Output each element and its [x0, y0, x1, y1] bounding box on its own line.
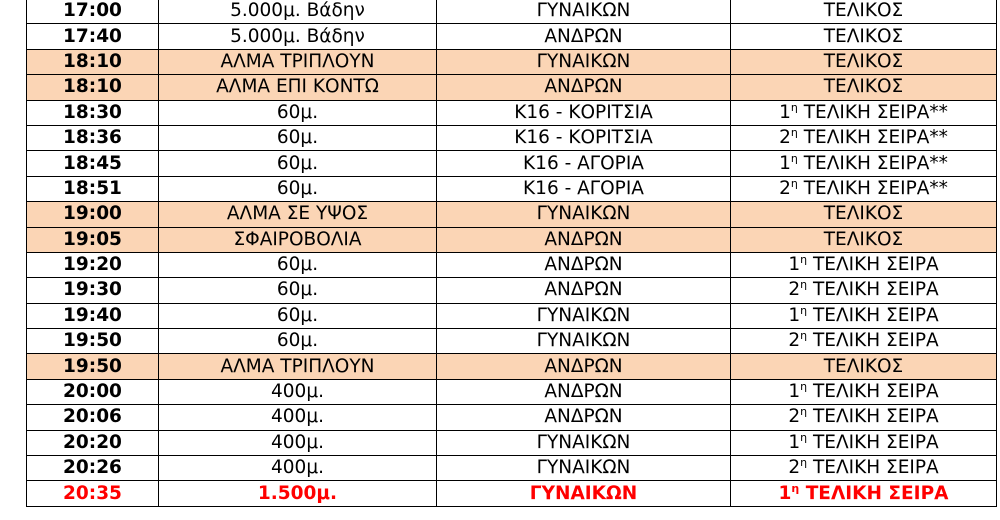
ordinal-suffix: η — [800, 430, 808, 444]
event-cell: 60μ. — [159, 176, 437, 201]
schedule-row — [27, 176, 997, 201]
phase-label: ΤΕΛΙΚΗ ΣΕΙΡΑ** — [797, 177, 948, 199]
event-cell: 400μ. — [159, 379, 437, 404]
time-cell: 18:51 — [27, 176, 159, 201]
category-cell: ΓΥΝΑΙΚΩΝ — [437, 303, 731, 328]
phase-cell — [731, 100, 997, 125]
schedule-row — [27, 252, 997, 277]
time-cell: 20:20 — [27, 430, 159, 455]
time-cell: 19:40 — [27, 303, 159, 328]
schedule-row — [27, 379, 997, 404]
heat-number: 2 — [779, 177, 791, 199]
event-cell: 60μ. — [159, 125, 437, 150]
phase-cell — [731, 456, 997, 481]
phase-label: ΤΕΛΙΚΟΣ — [823, 50, 904, 72]
ordinal-suffix: η — [800, 252, 808, 266]
schedule-row — [27, 125, 997, 150]
phase-cell — [731, 405, 997, 430]
phase-label: ΤΕΛΙΚΗ ΣΕΙΡΑ** — [797, 152, 948, 174]
time-cell: 20:35 — [27, 481, 159, 506]
event-cell: ΑΛΜΑ ΤΡΙΠΛΟΥΝ — [159, 49, 437, 74]
time-cell: 19:30 — [27, 278, 159, 303]
time-cell: 18:10 — [27, 49, 159, 74]
schedule-row — [27, 0, 997, 24]
event-cell: 400μ. — [159, 405, 437, 430]
ordinal-suffix: η — [790, 125, 798, 139]
phase-label: ΤΕΛΙΚΟΣ — [823, 203, 904, 225]
phase-label: ΤΕΛΙΚΗ ΣΕΙΡΑ — [807, 330, 939, 352]
event-cell: 60μ. — [159, 329, 437, 354]
event-cell: 5.000μ. Βάδην — [159, 0, 437, 24]
category-cell: ΓΥΝΑΙΚΩΝ — [437, 329, 731, 354]
event-cell: ΣΦΑΙΡΟΒΟΛΙΑ — [159, 227, 437, 252]
schedule-table — [26, 0, 997, 507]
phase-cell — [731, 75, 997, 100]
phase-label: ΤΕΛΙΚΟΣ — [823, 355, 904, 377]
time-cell: 18:10 — [27, 75, 159, 100]
phase-label: ΤΕΛΙΚΗ ΣΕΙΡΑ** — [797, 127, 948, 149]
event-cell: 60μ. — [159, 151, 437, 176]
time-cell: 20:00 — [27, 379, 159, 404]
category-cell: ΑΝΔΡΩΝ — [437, 227, 731, 252]
phase-label: ΤΕΛΙΚΗ ΣΕΙΡΑ — [807, 381, 939, 403]
event-cell: 60μ. — [159, 303, 437, 328]
phase-cell — [731, 481, 997, 506]
time-cell: 19:20 — [27, 252, 159, 277]
phase-cell — [731, 49, 997, 74]
category-cell: Κ16 - ΑΓΟΡΙΑ — [437, 176, 731, 201]
time-cell: 17:40 — [27, 24, 159, 49]
ordinal-suffix: η — [800, 329, 808, 343]
time-cell: 18:45 — [27, 151, 159, 176]
phase-cell — [731, 202, 997, 227]
phase-label: ΤΕΛΙΚΟΣ — [823, 228, 904, 250]
phase-cell — [731, 125, 997, 150]
event-cell: 5.000μ. Βάδην — [159, 24, 437, 49]
schedule-row — [27, 151, 997, 176]
event-cell: 60μ. — [159, 278, 437, 303]
heat-number: 2 — [788, 406, 801, 428]
phase-label: ΤΕΛΙΚΗ ΣΕΙΡΑ — [807, 431, 939, 453]
phase-label: ΤΕΛΙΚΗ ΣΕΙΡΑ — [807, 457, 939, 479]
heat-number: 1 — [788, 381, 801, 403]
time-cell: 18:36 — [27, 125, 159, 150]
phase-cell — [731, 176, 997, 201]
time-cell: 17:00 — [27, 0, 159, 24]
time-cell: 19:05 — [27, 227, 159, 252]
schedule-row — [27, 329, 997, 354]
phase-cell — [731, 379, 997, 404]
category-cell: ΑΝΔΡΩΝ — [437, 405, 731, 430]
category-cell: ΓΥΝΑΙΚΩΝ — [437, 0, 731, 24]
phase-cell — [731, 151, 997, 176]
event-cell: 400μ. — [159, 456, 437, 481]
time-cell: 19:00 — [27, 202, 159, 227]
phase-label: ΤΕΛΙΚΗ ΣΕΙΡΑ — [807, 279, 939, 301]
phase-label: ΤΕΛΙΚΗ ΣΕΙΡΑ** — [797, 101, 948, 123]
event-cell: 60μ. — [159, 252, 437, 277]
schedule-row — [27, 456, 997, 481]
phase-cell — [731, 24, 997, 49]
schedule-row — [27, 202, 997, 227]
heat-number: 1 — [779, 101, 791, 123]
heat-number: 1 — [778, 482, 792, 504]
phase-cell — [731, 252, 997, 277]
category-cell: ΓΥΝΑΙΚΩΝ — [437, 430, 731, 455]
schedule-row — [27, 49, 997, 74]
category-cell: ΑΝΔΡΩΝ — [437, 75, 731, 100]
schedule-row — [27, 405, 997, 430]
heat-number: 2 — [779, 127, 791, 149]
category-cell: Κ16 - ΚΟΡΙΤΣΙΑ — [437, 100, 731, 125]
event-cell: 60μ. — [159, 100, 437, 125]
schedule-body — [27, 0, 997, 506]
phase-label: ΤΕΛΙΚΗ ΣΕΙΡΑ — [807, 304, 939, 326]
schedule-row — [27, 227, 997, 252]
heat-number: 1 — [779, 152, 791, 174]
heat-number: 2 — [788, 330, 801, 352]
schedule-row — [27, 24, 997, 49]
heat-number: 2 — [788, 457, 801, 479]
phase-label: ΤΕΛΙΚΗ ΣΕΙΡΑ — [807, 254, 939, 276]
category-cell: ΑΝΔΡΩΝ — [437, 354, 731, 379]
heat-number: 1 — [788, 304, 801, 326]
phase-label: ΤΕΛΙΚΟΣ — [823, 25, 904, 47]
ordinal-suffix: η — [800, 405, 808, 419]
phase-cell — [731, 227, 997, 252]
ordinal-suffix: η — [790, 151, 798, 165]
event-cell: ΑΛΜΑ ΕΠΙ ΚΟΝΤΩ — [159, 75, 437, 100]
time-cell: 20:06 — [27, 405, 159, 430]
heat-number: 2 — [788, 279, 801, 301]
ordinal-suffix: η — [790, 176, 798, 190]
category-cell: Κ16 - ΑΓΟΡΙΑ — [437, 151, 731, 176]
category-cell: ΑΝΔΡΩΝ — [437, 278, 731, 303]
phase-label: ΤΕΛΙΚΟΣ — [823, 76, 904, 98]
phase-label: ΤΕΛΙΚΟΣ — [823, 0, 904, 22]
ordinal-suffix: η — [800, 379, 808, 393]
phase-cell — [731, 0, 997, 24]
heat-number: 1 — [788, 254, 801, 276]
ordinal-suffix: η — [791, 481, 800, 495]
schedule-row — [27, 100, 997, 125]
category-cell: ΑΝΔΡΩΝ — [437, 379, 731, 404]
event-cell: ΑΛΜΑ ΣΕ ΥΨΟΣ — [159, 202, 437, 227]
ordinal-suffix: η — [800, 278, 808, 292]
category-cell: Κ16 - ΚΟΡΙΤΣΙΑ — [437, 125, 731, 150]
event-cell: 400μ. — [159, 430, 437, 455]
schedule-row — [27, 278, 997, 303]
category-cell: ΑΝΔΡΩΝ — [437, 252, 731, 277]
schedule-row — [27, 430, 997, 455]
phase-cell — [731, 303, 997, 328]
category-cell: ΓΥΝΑΙΚΩΝ — [437, 481, 731, 506]
ordinal-suffix: η — [790, 100, 798, 114]
schedule-row — [27, 481, 997, 506]
phase-label: ΤΕΛΙΚΗ ΣΕΙΡΑ — [799, 482, 949, 504]
ordinal-suffix: η — [800, 303, 808, 317]
category-cell: ΓΥΝΑΙΚΩΝ — [437, 49, 731, 74]
heat-number: 1 — [788, 431, 801, 453]
phase-cell — [731, 278, 997, 303]
schedule-row — [27, 354, 997, 379]
ordinal-suffix: η — [800, 456, 808, 470]
event-cell: 1.500μ. — [159, 481, 437, 506]
phase-cell — [731, 354, 997, 379]
time-cell: 19:50 — [27, 329, 159, 354]
phase-label: ΤΕΛΙΚΗ ΣΕΙΡΑ — [807, 406, 939, 428]
event-cell: ΑΛΜΑ ΤΡΙΠΛΟΥΝ — [159, 354, 437, 379]
schedule-row — [27, 75, 997, 100]
category-cell: ΑΝΔΡΩΝ — [437, 24, 731, 49]
time-cell: 18:30 — [27, 100, 159, 125]
time-cell: 19:50 — [27, 354, 159, 379]
category-cell: ΓΥΝΑΙΚΩΝ — [437, 202, 731, 227]
phase-cell — [731, 430, 997, 455]
category-cell: ΓΥΝΑΙΚΩΝ — [437, 456, 731, 481]
phase-cell — [731, 329, 997, 354]
schedule-row — [27, 303, 997, 328]
time-cell: 20:26 — [27, 456, 159, 481]
